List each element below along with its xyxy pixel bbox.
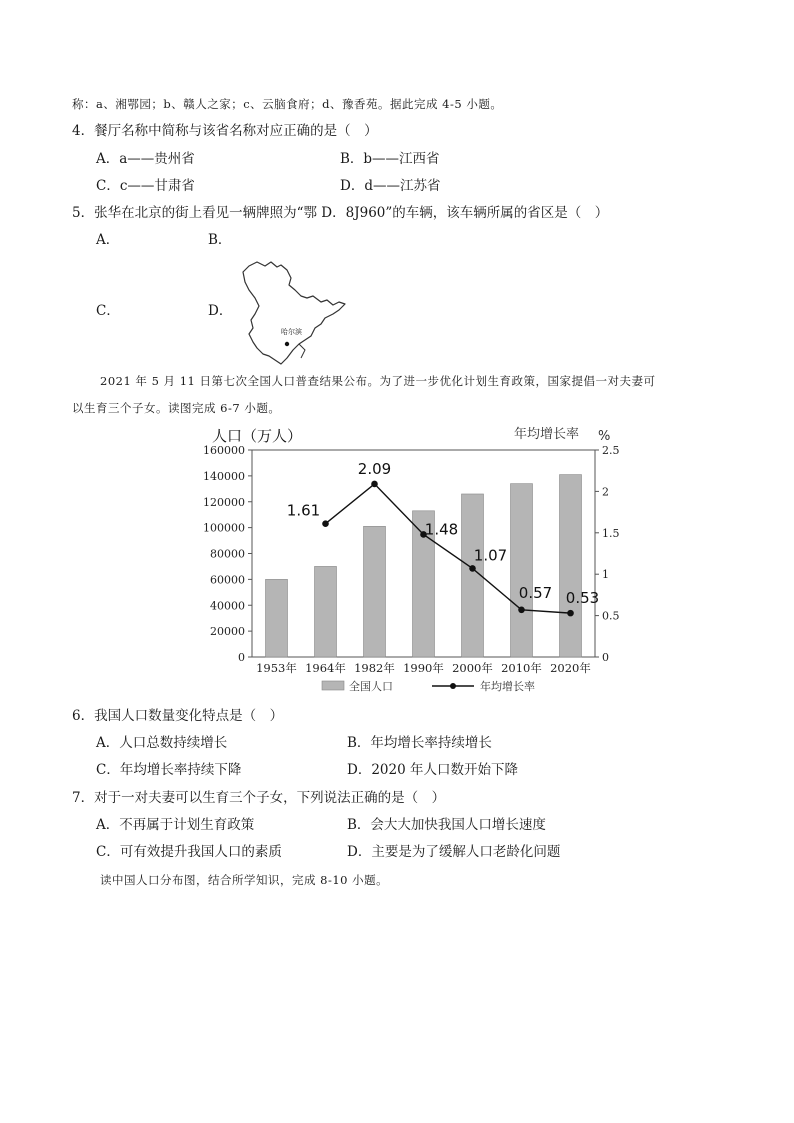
harbin-city-label: 哈尔滨 xyxy=(281,328,302,336)
population-chart xyxy=(200,418,630,703)
question-4-option-a: A．a——贵州省 xyxy=(96,151,195,167)
x-axis-tick-label: 2010年 xyxy=(501,661,542,675)
intro-6-7-line-1: 2021 年 5 月 11 日第七次全国人口普查结果公布。为了进一步优化计划生育政策，国家提倡一对夫妻可 xyxy=(100,374,656,388)
x-axis-tick-label: 1953年 xyxy=(256,661,297,675)
left-axis-tick-label: 160000 xyxy=(203,444,245,457)
right-axis-tick-label: 1.5 xyxy=(602,526,620,540)
right-axis-tick-label: 0 xyxy=(602,651,609,664)
x-axis-tick-label: 1964年 xyxy=(305,661,346,675)
right-axis-unit: % xyxy=(598,429,611,444)
question-4-stem: 4．餐厅名称中简称与该省名称对应正确的是（ ） xyxy=(72,123,378,139)
right-axis-tick-label: 2.5 xyxy=(602,444,620,457)
x-axis-tick-label: 1982年 xyxy=(354,661,395,675)
left-axis-tick-label: 140000 xyxy=(203,469,245,483)
question-6-stem: 6．我国人口数量变化特点是（ ） xyxy=(72,708,284,724)
growth-rate-data-label: 2.09 xyxy=(357,459,392,478)
growth-rate-point xyxy=(322,520,329,527)
growth-rate-point xyxy=(469,565,476,572)
question-5-option-a: A． xyxy=(96,232,120,248)
question-4-option-c: C．c——甘肃省 xyxy=(96,178,195,194)
question-4-option-b: B．b——江西省 xyxy=(340,151,440,167)
right-axis-tick-label: 1 xyxy=(602,568,609,582)
question-6-option-d: D．2020 年人口数开始下降 xyxy=(347,762,518,778)
question-7-option-c: C．可有效提升我国人口的素质 xyxy=(96,844,282,860)
left-axis-tick-label: 80000 xyxy=(210,547,245,561)
left-axis-tick-label: 0 xyxy=(238,651,245,664)
legend-bar-label: 全国人口 xyxy=(349,680,393,693)
harbin-city-dot xyxy=(285,342,289,346)
intro-8-10: 读中国人口分布图，结合所学知识，完成 8-10 小题。 xyxy=(100,873,389,887)
province-outline-map xyxy=(235,258,350,368)
right-axis-tick-label: 2 xyxy=(602,485,609,499)
growth-rate-data-label: 1.07 xyxy=(473,546,508,565)
question-6-option-b: B．年均增长率持续增长 xyxy=(347,735,492,751)
question-4-option-d: D．d——江苏省 xyxy=(340,178,441,194)
legend-line-marker xyxy=(450,683,456,689)
left-axis-tick-label: 120000 xyxy=(203,495,245,509)
intro-6-7-line-2: 以生育三个子女。读图完成 6-7 小题。 xyxy=(72,401,281,415)
growth-rate-point xyxy=(371,481,378,488)
left-axis-title: 人口（万人） xyxy=(212,427,303,445)
growth-rate-data-label: 0.57 xyxy=(518,583,553,602)
x-axis-tick-label: 1990年 xyxy=(403,661,444,675)
legend-bar-swatch xyxy=(322,681,344,690)
question-7-option-d: D．主要是为了缓解人口老龄化问题 xyxy=(347,844,561,860)
left-axis-tick-label: 20000 xyxy=(210,625,245,639)
question-7-option-b: B．会大大加快我国人口增长速度 xyxy=(347,817,546,833)
question-7-option-a: A．不再属于计划生育政策 xyxy=(96,817,255,833)
population-bar xyxy=(511,484,533,657)
population-bar xyxy=(364,526,386,657)
question-6-option-c: C．年均增长率持续下降 xyxy=(96,762,242,778)
population-bar xyxy=(266,579,288,657)
left-axis-tick-label: 100000 xyxy=(203,521,245,535)
province-outline xyxy=(243,262,345,364)
growth-rate-data-label: 1.61 xyxy=(286,501,321,520)
question-5-option-d: D． xyxy=(208,303,233,319)
right-axis-tick-label: 0.5 xyxy=(602,609,620,623)
question-5-option-c: C． xyxy=(96,303,120,319)
population-bar xyxy=(315,566,337,657)
question-7-stem: 7．对于一对夫妻可以生育三个子女，下列说法正确的是（ ） xyxy=(72,790,446,806)
question-5-option-b: B． xyxy=(208,232,232,248)
intro-4-5: 称：a、湘鄂园；b、赣人之家；c、云脑食府；d、豫香苑。据此完成 4-5 小题。 xyxy=(72,97,503,111)
left-axis-tick-label: 40000 xyxy=(210,599,245,613)
question-5-stem: 5．张华在北京的街上看见一辆牌照为“鄂 D．8J960”的车辆，该车辆所属的省区是（ ） xyxy=(72,205,609,221)
right-axis-title: 年均增长率 xyxy=(514,427,580,442)
population-bar xyxy=(560,475,582,657)
left-axis-tick-label: 60000 xyxy=(210,573,245,587)
legend-line-label: 年均增长率 xyxy=(480,680,535,693)
growth-rate-point xyxy=(518,607,525,614)
province-border-detail xyxy=(299,344,305,358)
growth-rate-data-label: 1.48 xyxy=(424,520,459,539)
growth-rate-point xyxy=(567,610,574,617)
question-6-option-a: A．人口总数持续增长 xyxy=(96,735,228,751)
x-axis-tick-label: 2000年 xyxy=(452,661,493,675)
growth-rate-data-label: 0.53 xyxy=(565,589,600,608)
x-axis-tick-label: 2020年 xyxy=(550,661,591,675)
